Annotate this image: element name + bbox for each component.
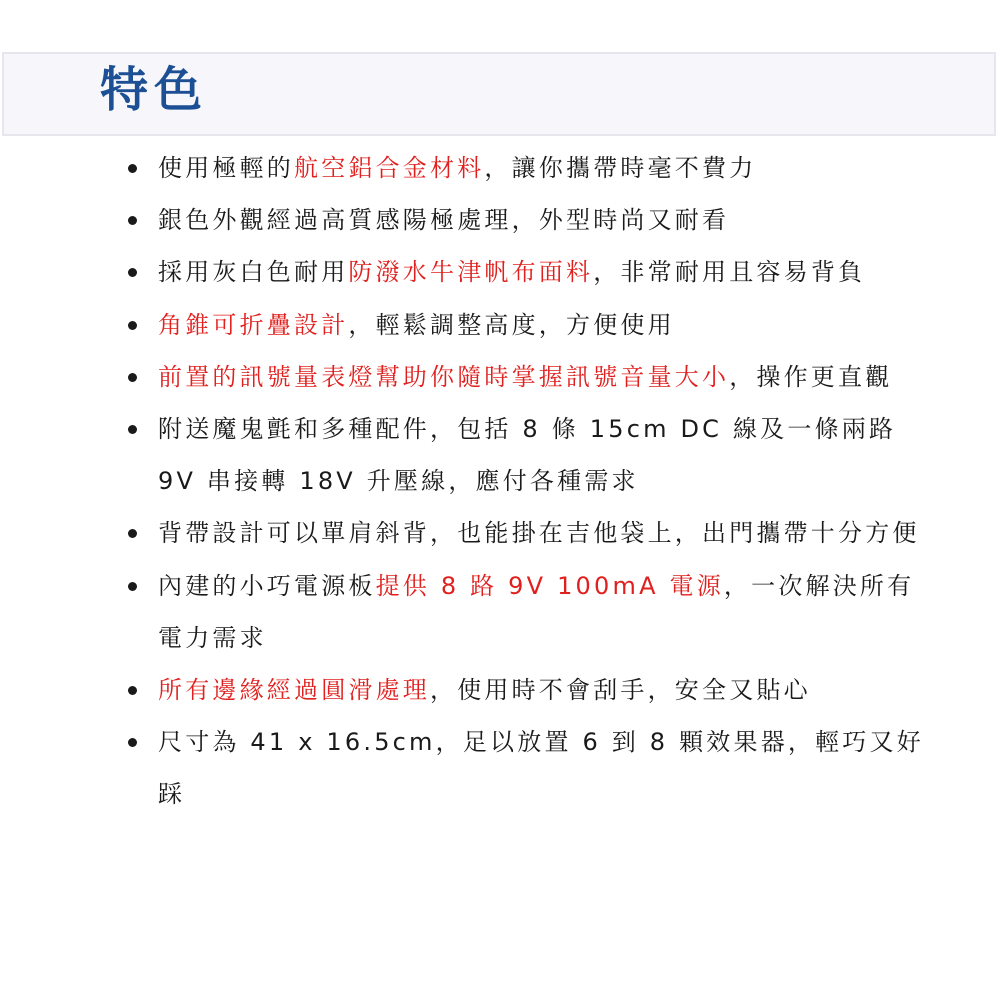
feature-highlight: 防潑水牛津帆布面料	[348, 258, 594, 287]
bullet-icon	[128, 686, 137, 695]
list-item	[128, 560, 928, 664]
bullet-icon	[128, 216, 137, 225]
feature-text: 內建的小巧電源板	[158, 571, 376, 600]
feature-text: ，使用時不會刮手，安全又貼心	[430, 676, 811, 705]
list-item	[128, 194, 928, 246]
feature-text: 使用極輕的	[158, 154, 294, 182]
bullet-icon	[128, 529, 137, 538]
list-item	[128, 716, 928, 820]
feature-text: ，輕鬆調整高度，方便使用	[348, 310, 675, 339]
feature-highlight: 角錐可折疊設計	[158, 310, 349, 339]
feature-highlight: 航空鋁合金材料	[294, 154, 485, 182]
page-title: 特色	[100, 62, 209, 118]
bullet-icon	[128, 164, 137, 173]
bullet-icon	[128, 582, 137, 591]
feature-highlight: 前置的訊號量表燈幫助你隨時掌握訊號音量大小	[158, 362, 730, 391]
bullet-icon	[128, 321, 137, 330]
list-item	[128, 142, 928, 194]
feature-text: ，一次解決所有電力需求	[158, 571, 915, 652]
feature-text: 尺寸為 41 x 16.5cm，足以放置 6 到 8 顆效果器，輕巧又好踩	[158, 728, 924, 809]
feature-text: 附送魔鬼氈和多種配件，包括 8 條 15cm DC 線及一條兩路 9V 串接轉 18V 升壓線，應付各種需求	[158, 415, 897, 496]
bullet-icon	[128, 425, 137, 434]
feature-text: 銀色外觀經過高質感陽極處理，外型時尚又耐看	[158, 206, 730, 235]
feature-text: ，讓你攜帶時毫不費力	[484, 154, 757, 182]
bullet-icon	[128, 738, 137, 747]
feature-text: 背帶設計可以單肩斜背，也能掛在吉他袋上，出門攜帶十分方便	[158, 519, 920, 548]
list-item	[128, 351, 928, 403]
feature-text: ，操作更直觀	[729, 362, 893, 391]
feature-list	[128, 142, 928, 821]
bullet-icon	[128, 268, 137, 277]
list-item	[128, 246, 928, 298]
bullet-icon	[128, 373, 137, 382]
list-item	[128, 664, 928, 716]
list-item	[128, 507, 928, 559]
feature-text: ，非常耐用且容易背負	[593, 258, 866, 287]
feature-text: 採用灰白色耐用	[158, 258, 349, 287]
feature-highlight: 提供 8 路 9V 100mA 電源	[375, 571, 724, 600]
list-item	[128, 299, 928, 351]
feature-highlight: 所有邊緣經過圓滑處理	[158, 676, 430, 705]
list-item	[128, 403, 928, 507]
